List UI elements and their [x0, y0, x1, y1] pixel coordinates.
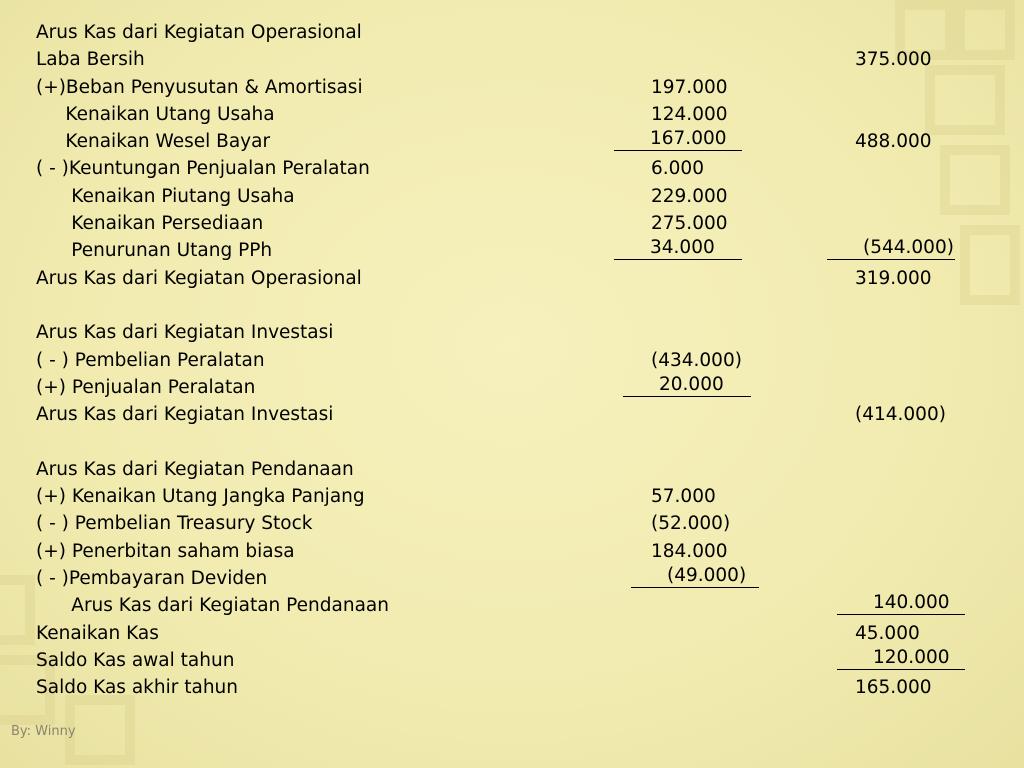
row-label: Saldo Kas akhir tahun: [36, 677, 238, 699]
detail-amount: (49.000): [631, 565, 759, 588]
cash-flow-statement: [36, 19, 996, 701]
statement-row: [36, 237, 996, 264]
row-label: ( - ) Pembelian Peralatan: [36, 349, 265, 371]
detail-amount: 197.000: [651, 76, 728, 98]
total-amount: 165.000: [855, 677, 932, 699]
total-amount: 488.000: [855, 131, 932, 153]
row-label: (+)Beban Penyusutan & Amortisasi: [36, 76, 363, 98]
total-amount: 45.000: [855, 622, 920, 644]
row-label: Arus Kas dari Kegiatan Pendanaan: [36, 458, 354, 480]
row-label: ( - )Keuntungan Penjualan Peralatan: [36, 158, 370, 180]
row-label: (+) Penerbitan saham biasa: [36, 540, 295, 562]
total-amount: 319.000: [855, 267, 932, 289]
detail-amount: (52.000): [651, 513, 731, 535]
row-label: Saldo Kas awal tahun: [36, 649, 235, 671]
detail-amount: 124.000: [651, 103, 728, 125]
statement-row: [36, 19, 996, 46]
row-label: ( - )Pembayaran Deviden: [36, 567, 268, 589]
row-label: (+) Penjualan Peralatan: [36, 376, 256, 398]
row-label: Arus Kas dari Kegiatan Operasional: [36, 22, 362, 43]
statement-row: [36, 292, 996, 319]
statement-row: [36, 155, 996, 182]
total-amount: 120.000: [837, 647, 965, 670]
row-label: Arus Kas dari Kegiatan Pendanaan: [36, 595, 389, 617]
statement-row: [36, 456, 996, 483]
statement-row: [36, 674, 996, 701]
author-credit: By: Winny: [11, 724, 76, 739]
detail-amount: 6.000: [651, 158, 704, 180]
row-label: Kenaikan Wesel Bayar: [36, 131, 271, 153]
statement-row: [36, 565, 996, 592]
detail-amount: 167.000: [614, 128, 742, 151]
statement-row: [36, 374, 996, 401]
statement-row: [36, 128, 996, 155]
total-amount: 375.000: [855, 49, 932, 71]
row-label: Kenaikan Persediaan: [36, 213, 264, 235]
row-label: Laba Bersih: [36, 49, 145, 71]
statement-row: [36, 347, 996, 374]
detail-amount: 229.000: [651, 185, 728, 207]
row-label: Arus Kas dari Kegiatan Investasi: [36, 404, 334, 426]
statement-row: [36, 74, 996, 101]
row-label: (+) Kenaikan Utang Jangka Panjang: [36, 486, 365, 508]
statement-row: [36, 483, 996, 510]
row-label: Kenaikan Kas: [36, 622, 159, 644]
statement-row: [36, 401, 996, 428]
statement-row: [36, 210, 996, 237]
row-label: Kenaikan Utang Usaha: [36, 103, 275, 125]
row-label: Penurunan Utang PPh: [36, 240, 273, 262]
detail-amount: 20.000: [623, 374, 751, 397]
detail-amount: 57.000: [651, 486, 716, 508]
total-amount: (414.000): [855, 404, 946, 426]
total-amount: (544.000): [827, 237, 955, 260]
statement-row: [36, 265, 996, 292]
detail-amount: 184.000: [651, 540, 728, 562]
statement-row: [36, 101, 996, 128]
row-label: Arus Kas dari Kegiatan Operasional: [36, 267, 362, 289]
statement-row: [36, 538, 996, 565]
statement-row: [36, 183, 996, 210]
statement-row: [36, 319, 996, 346]
total-amount: 140.000: [837, 592, 965, 615]
detail-amount: 34.000: [614, 237, 742, 260]
statement-row: [36, 647, 996, 674]
statement-row: [36, 620, 996, 647]
row-label: Arus Kas dari Kegiatan Investasi: [36, 322, 334, 344]
statement-row: [36, 592, 996, 619]
row-label: ( - ) Pembelian Treasury Stock: [36, 513, 313, 535]
statement-row: [36, 46, 996, 73]
statement-row: [36, 510, 996, 537]
detail-amount: 275.000: [651, 213, 728, 235]
detail-amount: (434.000): [651, 349, 742, 371]
statement-row: [36, 428, 996, 455]
row-label: Kenaikan Piutang Usaha: [36, 185, 295, 207]
